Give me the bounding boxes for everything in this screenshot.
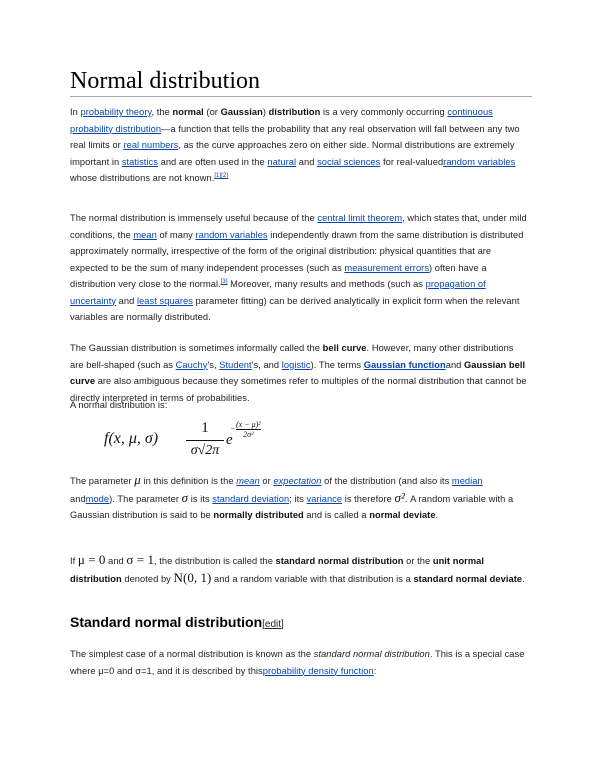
text: parameter fitting) can be derived analytically in explicit form when the relevant variables are normally distributed. bbox=[70, 295, 520, 322]
text: , the bbox=[151, 107, 173, 117]
normal-pdf-formula bbox=[104, 418, 364, 466]
link-variance[interactable]: variance bbox=[306, 493, 343, 504]
link-continuous-probability-distribution[interactable]: continuous probability distribution bbox=[70, 107, 493, 134]
formula-denominator: σ√2π bbox=[190, 443, 220, 458]
text: . This is a special case where μ=0 and σ=1, and it is described by this bbox=[70, 649, 525, 676]
intro-paragraph bbox=[70, 104, 528, 187]
text: . bbox=[435, 510, 439, 520]
text: and bbox=[105, 556, 127, 566]
text: and bbox=[296, 156, 318, 167]
text: The parameter bbox=[70, 476, 135, 486]
text: . bbox=[522, 573, 525, 584]
italic-standard-normal-distribution: standard normal distribution bbox=[313, 649, 430, 659]
exponent-denominator: 2σ² bbox=[236, 429, 261, 439]
simplest-case-paragraph bbox=[70, 646, 528, 679]
text: is therefore bbox=[342, 493, 395, 504]
text: is a very commonly occurring bbox=[320, 107, 448, 117]
math-n-0-1: N(0, 1) bbox=[173, 569, 212, 585]
edit-bracket-close: ] bbox=[281, 619, 284, 630]
exponent-minus: − bbox=[230, 424, 236, 433]
text: 's, bbox=[207, 359, 220, 370]
text: and bbox=[116, 295, 137, 306]
link-random-variables-2[interactable]: random variables bbox=[195, 229, 268, 240]
link-propagation-of-uncertainty[interactable]: propagation of uncertainty bbox=[70, 279, 486, 306]
formula-intro: A normal distribution is: bbox=[70, 400, 168, 410]
text: ) bbox=[262, 107, 269, 117]
text: Moreover, many results and methods (such as bbox=[227, 279, 426, 289]
edit-bracket-open: [ bbox=[262, 619, 265, 630]
text: , the distribution is called the bbox=[154, 556, 276, 566]
text: whose distributions are not known. bbox=[70, 173, 215, 183]
link-mode[interactable]: mode bbox=[85, 493, 110, 504]
text: . However, many other distributions are bell-shaped (such as bbox=[70, 343, 514, 370]
text: or the bbox=[403, 556, 433, 566]
link-mean-2[interactable]: mean bbox=[236, 476, 260, 486]
bold-normal: normal bbox=[172, 107, 204, 117]
link-least-squares[interactable]: least squares bbox=[136, 295, 193, 306]
reference-3[interactable]: [3] bbox=[220, 278, 228, 285]
text: and a random variable with that distribution is a bbox=[211, 573, 414, 584]
math-sigma-one: σ = 1 bbox=[126, 552, 154, 567]
link-gaussian-function[interactable]: Gaussian function bbox=[363, 359, 446, 370]
text: ; its bbox=[289, 493, 307, 504]
text: are also ambiguous because they sometimes refer to multiples of the normal distribution that cannot be directly interpreted in terms of probabilities. bbox=[70, 376, 527, 403]
math-sigma: σ bbox=[181, 489, 189, 505]
section-heading-standard-normal bbox=[70, 612, 284, 635]
text: . A random variable with a Gaussian distribution is said to be bbox=[70, 493, 514, 520]
link-random-variables[interactable]: random variables bbox=[443, 156, 516, 167]
link-cauchy[interactable]: Cauchy bbox=[175, 359, 208, 370]
clt-paragraph bbox=[70, 210, 528, 326]
link-social-sciences[interactable]: social sciences bbox=[317, 156, 381, 167]
bold-gaussian-bell-curve: Gaussian bell curve bbox=[70, 359, 526, 386]
link-natural[interactable]: natural bbox=[267, 156, 297, 167]
link-statistics[interactable]: statistics bbox=[121, 156, 158, 167]
link-standard-deviation[interactable]: standard deviation bbox=[212, 493, 290, 504]
text: ). The terms bbox=[310, 359, 364, 370]
text: denoted by bbox=[121, 573, 174, 584]
bold-standard-normal-distribution: standard normal distribution bbox=[275, 556, 404, 566]
link-central-limit-theorem[interactable]: central limit theorem bbox=[317, 213, 403, 223]
text: of many bbox=[156, 229, 196, 240]
formula-numerator: 1 bbox=[201, 420, 209, 436]
text: is its bbox=[188, 493, 213, 504]
bold-normally-distributed: normally distributed bbox=[213, 510, 304, 520]
link-median[interactable]: median bbox=[451, 476, 483, 486]
exponent-numerator: (x − μ)² bbox=[236, 420, 261, 429]
parameters-paragraph bbox=[70, 472, 528, 524]
bold-distribution: distribution bbox=[268, 107, 321, 117]
link-expectation[interactable]: expectation bbox=[273, 476, 322, 486]
link-logistic[interactable]: logistic bbox=[281, 359, 311, 370]
formula-base: e bbox=[226, 432, 233, 448]
bold-gaussian: Gaussian bbox=[220, 107, 263, 117]
text: of the distribution (and also its bbox=[321, 476, 452, 486]
math-mu-zero: μ = 0 bbox=[77, 552, 106, 567]
text: for real-valued bbox=[380, 156, 444, 167]
bold-bell-curve: bell curve bbox=[322, 343, 367, 353]
text: The Gaussian distribution is sometimes informally called the bbox=[70, 343, 323, 353]
formula-lhs: f(x, μ, σ) bbox=[104, 430, 159, 447]
math-mu: μ bbox=[134, 472, 141, 487]
bold-standard-normal-deviate: standard normal deviate bbox=[413, 573, 523, 584]
text: The simplest case of a normal distribution is known as the bbox=[70, 649, 314, 659]
standard-normal-paragraph bbox=[70, 552, 528, 587]
link-real-numbers[interactable]: real numbers bbox=[123, 140, 179, 150]
formula-fraction bbox=[186, 420, 224, 459]
text: The normal distribution is immensely useful because of the bbox=[70, 213, 318, 223]
text: : bbox=[373, 665, 377, 676]
math-sigma-squared: σ² bbox=[394, 489, 405, 505]
text: , which states that, under mild conditions, the bbox=[70, 213, 527, 240]
text: and is called a bbox=[303, 510, 370, 520]
link-measurement-errors[interactable]: measurement errors bbox=[344, 262, 430, 273]
text: or bbox=[259, 476, 274, 486]
formula-exponent bbox=[230, 420, 261, 439]
text: and are often used in the bbox=[157, 156, 268, 167]
text: ). The parameter bbox=[109, 493, 182, 504]
text: and bbox=[70, 493, 86, 504]
link-probability-density-function[interactable]: probability density function bbox=[262, 665, 374, 676]
bold-unit-normal-distribution: unit normal distribution bbox=[70, 556, 485, 584]
text: (or bbox=[203, 107, 221, 117]
text: If bbox=[70, 556, 78, 566]
text: ) often have a distribution very close to the normal. bbox=[70, 262, 487, 289]
text: In bbox=[70, 107, 81, 117]
link-student[interactable]: Student bbox=[219, 359, 252, 370]
text: in this definition is the bbox=[140, 476, 237, 486]
bold-normal-deviate: normal deviate bbox=[369, 510, 436, 520]
text: independently drawn from the same distribution is distributed approximately normally, irrespective of the form of the original distribution: physical quantities that are expected to be the sum of many independent processes (such as bbox=[70, 229, 524, 273]
page-title: Normal distribution bbox=[70, 66, 532, 97]
text: and bbox=[445, 359, 465, 370]
reference-1-2[interactable]: [1][2] bbox=[214, 172, 228, 179]
text: , as the curve approaches zero on either side. Normal distributions are extremely important in bbox=[70, 140, 515, 167]
text: —a function that tells the probability that any real observation will fall between any two real limits or bbox=[70, 123, 520, 150]
section-title: Standard normal distribution bbox=[70, 614, 263, 630]
text: 's, and bbox=[251, 359, 282, 370]
link-probability-theory[interactable]: probability theory bbox=[80, 107, 152, 117]
link-mean[interactable]: mean bbox=[133, 229, 157, 240]
edit-link[interactable]: edit bbox=[264, 619, 282, 630]
